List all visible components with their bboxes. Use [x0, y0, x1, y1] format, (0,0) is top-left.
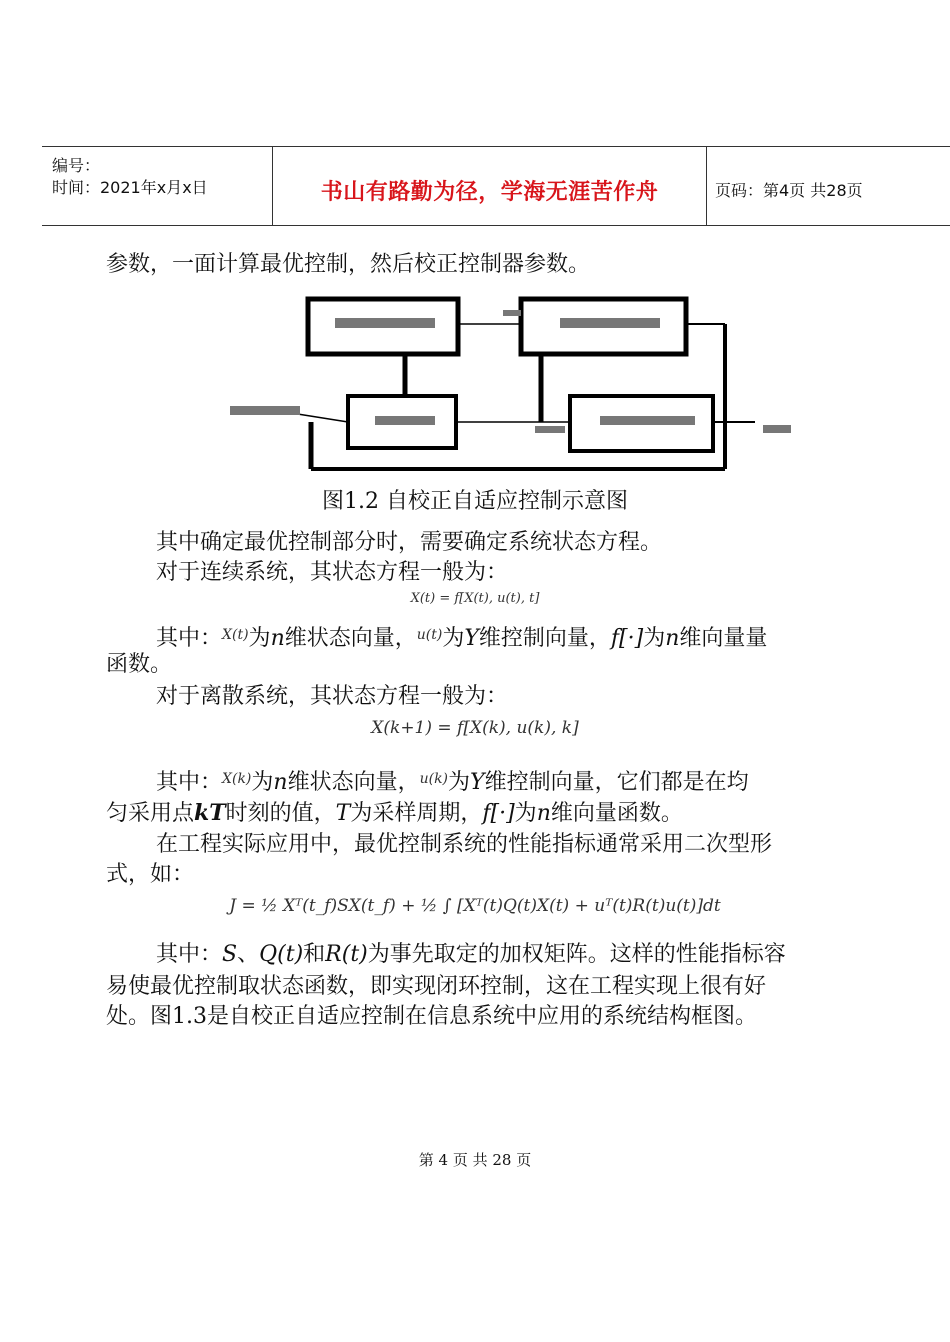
s-symbol: S: [222, 942, 238, 967]
p2-text: 维向量函数。: [550, 801, 683, 826]
n-symbol: n: [270, 626, 285, 651]
body-line-2: 其中确定最优控制部分时，需要确定系统状态方程。: [156, 530, 663, 555]
document-number-label: 编号：: [52, 156, 101, 175]
u-t-symbol: u(t): [416, 627, 443, 643]
diagram-small-label-blurred: [535, 426, 565, 433]
paragraph-3-line-3: 处。图1.3是自校正自适应控制在信息系统中应用的系统结构框图。: [106, 1004, 757, 1029]
n-symbol: n: [273, 770, 288, 795]
header-page-info: 页码：第4页 共28页: [715, 181, 863, 200]
n-symbol: n: [536, 801, 551, 826]
r-symbol: Y: [464, 626, 479, 651]
n-symbol: n: [665, 626, 680, 651]
p3-text: 、: [237, 942, 260, 967]
x-k-symbol: X(k): [222, 771, 252, 787]
p3-text: 其中：: [156, 942, 223, 967]
diagram-block-label-blurred: [335, 318, 435, 328]
p3-text: 和: [303, 942, 326, 967]
r-matrix-symbol: R(t): [325, 942, 368, 967]
body-line-1: 参数，一面计算最优控制，然后校正控制器参数。: [106, 252, 591, 277]
p2-text: 为采样周期，: [350, 801, 483, 826]
p2-text: 为: [251, 770, 274, 795]
p1-text: 为: [643, 626, 666, 651]
p2-text: 为: [514, 801, 537, 826]
header-left-cell: [42, 147, 272, 225]
body-line-5: 在工程实际应用中，最优控制系统的性能指标通常采用二次型形: [156, 832, 773, 857]
paragraph-1-line-2: 函数。: [106, 652, 173, 677]
p1-text: 为: [442, 626, 465, 651]
diagram-block-label-blurred: [600, 416, 695, 425]
diagram-block-label-blurred: [375, 416, 435, 425]
f-symbol: f[·]: [610, 626, 644, 651]
p2-text: 为: [448, 770, 471, 795]
document-header: [42, 146, 950, 226]
header-right-cell: [705, 147, 950, 225]
p2-text: 维控制向量，它们都是在均: [484, 770, 749, 795]
p2-text: 时刻的值，: [225, 801, 336, 826]
p1-text: 维状态向量，: [284, 626, 417, 651]
x-t-symbol: X(t): [222, 627, 249, 643]
header-motto: 书山有路勤为径，学海无涯苦作舟: [320, 180, 659, 205]
equation-continuous: X(t) = f[X(t), u(t), t]: [410, 591, 540, 606]
paragraph-3-line-1: [156, 940, 786, 970]
r-symbol: Y: [470, 770, 485, 795]
body-line-3: 对于连续系统，其状态方程一般为：: [156, 560, 509, 585]
u-k-symbol: u(k): [419, 771, 449, 787]
paragraph-2-line-1: [156, 764, 749, 798]
t-symbol: T: [335, 801, 351, 826]
document-time-label: 时间：2021年x月x日: [52, 178, 208, 197]
p1-text: 为: [248, 626, 271, 651]
diagram-small-label-blurred: [503, 310, 521, 316]
equation-performance-index: J = ½ Xᵀ(t_f)SX(t_f) + ½ ∫ [Xᵀ(t)Q(t)X(t) + uᵀ(t)R(t)u(t)]dt: [229, 896, 721, 916]
p2-text: 其中：: [156, 770, 223, 795]
p1-text: 维控制向量，: [478, 626, 611, 651]
paragraph-3-line-2: 易使最优控制取状态函数，即实现闭环控制，这在工程实现上很有好: [106, 974, 767, 999]
p3-text: 为事先取定的加权矩阵。这样的性能指标容: [367, 942, 786, 967]
p2-text: 匀采用点: [106, 801, 195, 826]
kt-symbol: kT: [194, 800, 226, 826]
self-tuning-control-diagram: [225, 294, 805, 479]
body-line-4: 对于离散系统，其状态方程一般为：: [156, 684, 509, 709]
paragraph-2-line-2: [106, 798, 683, 829]
f-symbol: f[·]: [482, 801, 515, 826]
equation-discrete: X(k+1) = f[X(k), u(k), k]: [371, 718, 579, 738]
page-footer: 第 4 页 共 28 页: [418, 1151, 532, 1169]
diagram-input-label-blurred: [230, 406, 300, 415]
figure-caption: 图1.2 自校正自适应控制示意图: [322, 489, 628, 514]
header-middle-cell: [272, 147, 707, 225]
paragraph-1-line-1: [156, 620, 767, 654]
diagram-output-label-blurred: [763, 425, 791, 433]
diagram-block-label-blurred: [560, 318, 660, 328]
body-line-6: 式，如：: [106, 862, 195, 887]
q-symbol: Q(t): [259, 942, 304, 967]
p1-text: 其中：: [156, 626, 223, 651]
p2-text: 维状态向量，: [287, 770, 420, 795]
p1-text: 维向量量: [679, 626, 768, 651]
